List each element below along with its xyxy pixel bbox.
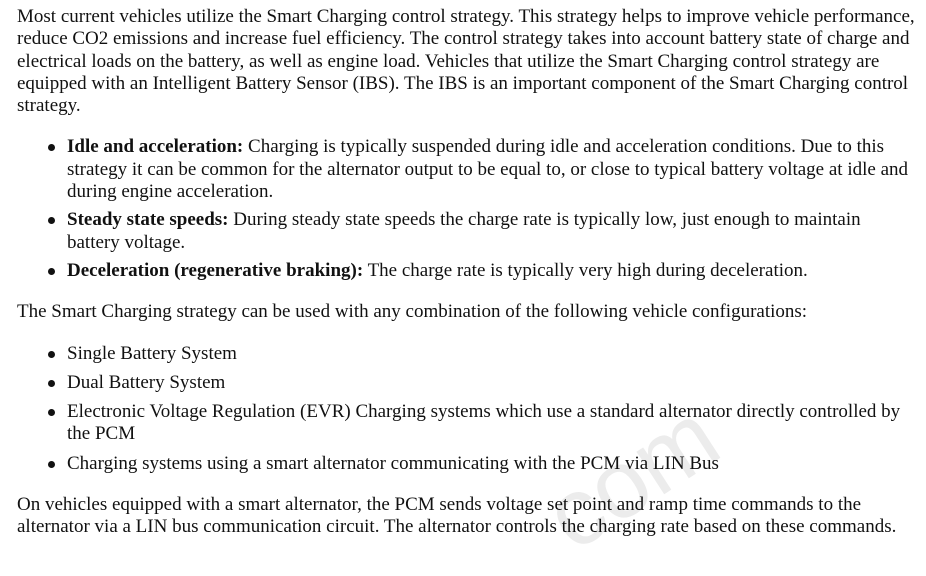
list-item-term: Steady state speeds: [67,209,229,231]
watermark: com [526,382,738,571]
list-item-term: Deceleration (regenerative braking): [67,259,364,281]
intro-paragraph: Most current vehicles utilize the Smart Charging control strategy. This strategy helps to improve vehicle performance, reduce CO2 emissions and increase fuel efficiency. The control strategy takes into account battery state of charge and electrical loads on the battery, as well as engine load. Vehicles that utilize the Smart Charging control strategy are equipped with an Intelligent Battery Sensor (IBS). The IBS is an important component of the Smart Charging control strategy. [17,6,915,117]
list-item: Electronic Voltage Regulation (EVR) Charging systems which use a standard alternator directly controlled by the PCM [17,401,915,446]
list-item-text: The charge rate is typically very high during deceleration. [363,259,808,281]
list-item-text: During steady state speeds the charge rate is typically low, just enough to maintain battery voltage. [67,209,861,253]
closing-paragraph: On vehicles equipped with a smart alternator, the PCM sends voltage set point and ramp time commands to the alternator via a LIN bus communication circuit. The alternator controls the charging rate based on these commands. [17,494,897,538]
list-item-text: Charging is typically suspended during idle and acceleration conditions. Due to this strategy it can be common for the alternator output to be equal to, or close to typical battery voltage at idle and during engine acceleration. [67,136,909,203]
configurations-paragraph: The Smart Charging strategy can be used with any combination of the following vehicle configurations: [17,301,808,323]
list-item: Single Battery System [17,343,915,365]
list-item: Charging systems using a smart alternator communicating with the PCM via LIN Bus [17,453,915,475]
list-item [17,136,915,203]
document-body [17,6,915,539]
list-item-term: Idle and acceleration: [67,136,244,158]
charging-conditions-list [17,136,915,282]
vehicle-configurations-list [17,343,915,475]
list-item [17,209,915,254]
list-item: Dual Battery System [17,372,915,394]
list-item [17,260,915,282]
